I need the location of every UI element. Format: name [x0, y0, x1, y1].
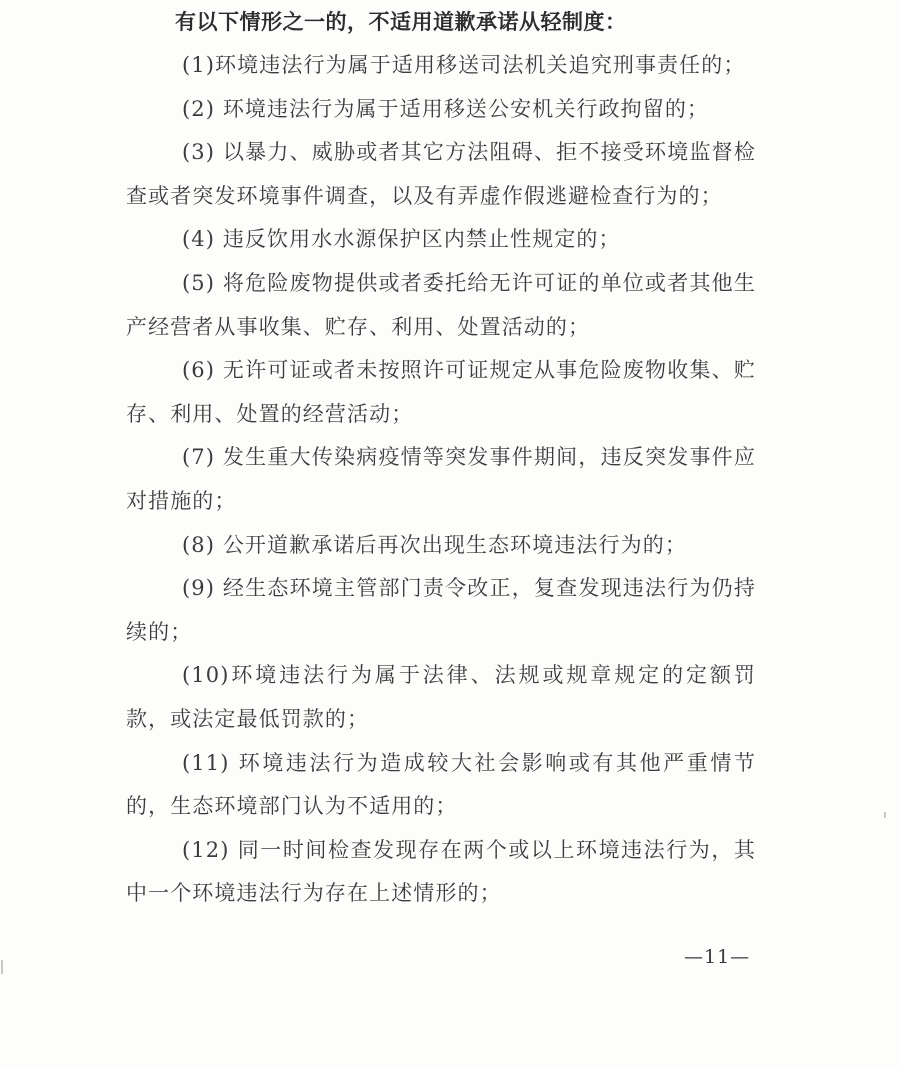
- list-item-8: (8) 公开道歉承诺后再次出现生态环境违法行为的；: [182, 532, 687, 557]
- list-item-4: (4) 违反饮用水水源保护区内禁止性规定的；: [182, 227, 621, 252]
- list-item-6: (6) 无许可证或者未按照许可证规定从事危险废物收集、贮存、利用、处置的经营活动；: [126, 358, 756, 426]
- list-item-11: (11) 环境违法行为造成较大社会影响或有其他严重情节的，生态环境部门认为不适用的；: [126, 750, 756, 819]
- list-item-10: (10)环境违法行为属于法律、法规或规章规定的定额罚款，或法定最低罚款的；: [126, 663, 756, 731]
- section-heading: 有以下情形之一的，不适用道歉承诺从轻制度：: [175, 9, 627, 34]
- scan-speck-right: [884, 812, 886, 818]
- list-item-9: (9) 经生态环境主管部门责令改正，复查发现违法行为仍持续的；: [126, 576, 756, 644]
- list-item-3: (3) 以暴力、威胁或者其它方法阻碍、拒不接受环境监督检查或者突发环境事件调查，以及有弄虚作假逃避检查行为的；: [126, 140, 756, 208]
- list-item-12: (12) 同一时间检查发现存在两个或以上环境违法行为，其中一个环境违法行为存在上述情形的；: [126, 837, 756, 906]
- exclusion-list: [126, 44, 756, 916]
- list-item-2: (2) 环境违法行为属于适用移送公安机关行政拘留的；: [182, 96, 710, 121]
- list-item-5: (5) 将危险废物提供或者委托给无许可证的单位或者其他生产经营者从事收集、贮存、利用、处置活动的；: [126, 270, 756, 339]
- list-item-1: (1)环境违法行为属于适用移送司法机关追究刑事责任的；: [182, 53, 746, 77]
- scan-speck-left: [1, 960, 3, 974]
- page-number: —11—: [684, 946, 751, 968]
- list-item-7: (7) 发生重大传染病疫情等突发事件期间，违反突发事件应对措施的；: [126, 445, 756, 513]
